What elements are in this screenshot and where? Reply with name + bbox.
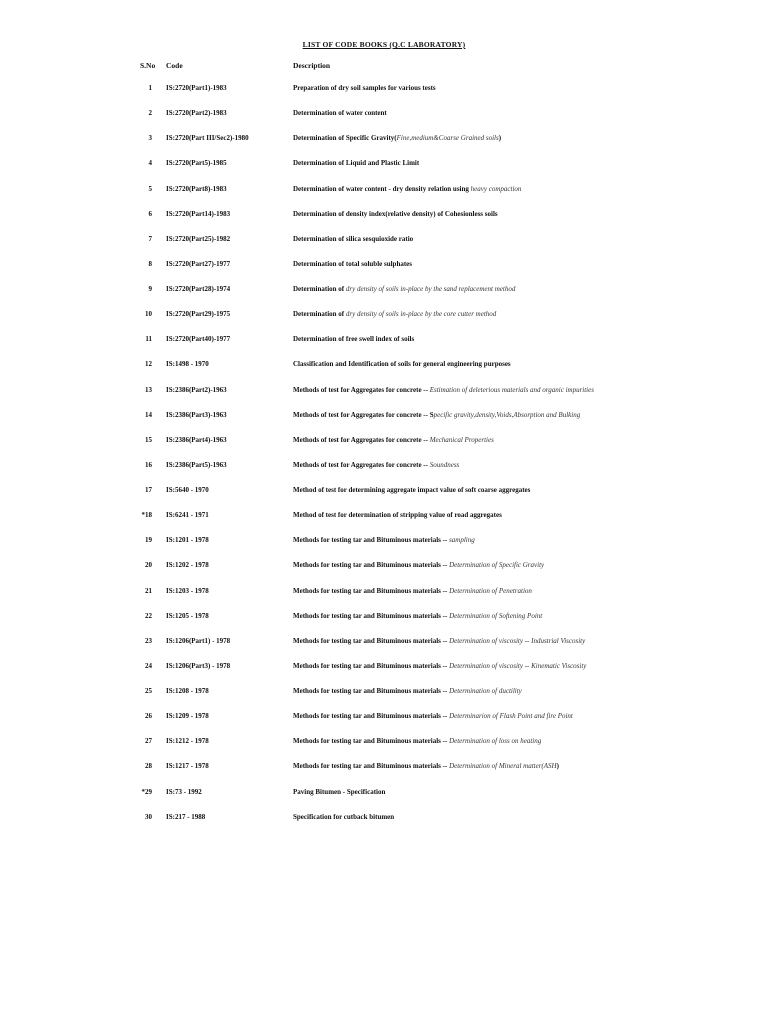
table-row <box>0 185 768 210</box>
row-desc-detail: Determination of viscosity -- Industrial Viscosity <box>449 636 586 645</box>
row-description <box>293 612 733 621</box>
row-description <box>293 436 733 445</box>
header-description: Description <box>293 61 331 70</box>
table-row <box>0 813 768 838</box>
header-code: Code <box>166 61 183 70</box>
table-row <box>0 486 768 511</box>
row-sno: 30 <box>145 812 152 821</box>
table-row <box>0 561 768 586</box>
row-description <box>293 84 733 93</box>
document-title: LIST OF CODE BOOKS (Q.C LABORATORY) <box>302 40 466 49</box>
row-code: IS:2720(Part27)-1977 <box>166 259 231 268</box>
row-desc-main: Methods for testing tar and Bituminous materials -- <box>293 611 450 620</box>
row-code: IS:2386(Part4)-1963 <box>166 435 227 444</box>
row-code: IS:2386(Part2)-1963 <box>166 385 227 394</box>
row-sno: 9 <box>148 285 152 293</box>
row-sno: 17 <box>145 486 152 494</box>
row-desc-detail: Mechanical Properties <box>429 435 494 444</box>
row-description <box>293 109 733 118</box>
row-desc-detail: Determinarion of Flash Point and fire Point <box>449 712 573 721</box>
row-sno: 5 <box>148 184 152 193</box>
row-desc-detail: Determination of Penetration <box>449 586 532 595</box>
row-description <box>293 637 733 646</box>
row-code: IS:2720(Part29)-1975 <box>166 310 231 319</box>
row-desc-main: Methods for testing tar and Bituminous materials -- <box>293 762 450 771</box>
row-desc-main: Determination of Liquid and Plastic Limit <box>293 159 420 168</box>
row-code: IS:2720(Part40)-1977 <box>166 335 231 344</box>
table-row <box>0 360 768 385</box>
row-code: IS:1203 - 1978 <box>166 586 209 595</box>
row-sno: 16 <box>145 460 152 469</box>
row-description <box>293 159 733 168</box>
row-desc-detail: Estimation of deleterious materials and organic impurities <box>429 385 594 394</box>
row-desc-main: Method of test for determination of stripping value of road aggregates <box>293 511 502 520</box>
table-row <box>0 737 768 762</box>
row-code: IS:2386(Part5)-1963 <box>166 460 227 469</box>
row-sno: 2 <box>148 109 152 118</box>
row-desc-main: Determination of silica sesquioxide ratio <box>293 234 414 243</box>
row-desc-detail: dry density of soils in-place by the core cutter method <box>345 310 497 319</box>
row-description <box>293 235 733 244</box>
row-desc-main: Methods for testing tar and Bituminous materials -- <box>293 661 450 670</box>
row-description <box>293 687 733 696</box>
row-desc-main: Determination of <box>293 285 346 293</box>
row-code: IS:1212 - 1978 <box>166 737 209 746</box>
row-description <box>293 662 733 671</box>
row-desc-main: Determination of water content <box>293 109 387 118</box>
row-desc-main: Paving Bitumen - Specification <box>293 787 386 796</box>
row-desc-detail: heavy compaction <box>470 184 522 193</box>
table-row <box>0 762 768 787</box>
row-desc-main: Classification and Identification of soils for general engineering purposes <box>293 360 511 369</box>
row-description <box>293 813 733 822</box>
row-desc-tail: ) <box>498 134 502 143</box>
row-sno: *29 <box>141 787 152 796</box>
row-desc-main: Methods for testing tar and Bituminous materials -- <box>293 737 450 746</box>
row-desc-main: Determination of water content - dry density relation using <box>293 184 471 193</box>
row-sno: 25 <box>145 687 152 695</box>
row-code: IS:73 - 1992 <box>166 787 202 796</box>
row-code: IS:1217 - 1978 <box>166 762 209 771</box>
row-desc-main: Methods of test for Aggregates for concrete -- S <box>293 410 434 419</box>
row-description <box>293 411 733 420</box>
row-sno: 21 <box>145 586 152 595</box>
row-description <box>293 386 733 395</box>
row-description <box>293 712 733 721</box>
row-description <box>293 762 733 771</box>
row-description <box>293 788 733 797</box>
row-description <box>293 360 733 369</box>
row-sno: 27 <box>145 737 152 746</box>
row-description <box>293 587 733 596</box>
row-sno: 10 <box>145 310 152 319</box>
row-desc-detail: Determination of ductility <box>449 687 522 695</box>
row-sno: 19 <box>145 536 152 545</box>
row-sno: 22 <box>145 611 152 620</box>
table-row <box>0 587 768 612</box>
row-desc-main: Preparation of dry soil samples for various tests <box>293 84 436 92</box>
header-sno: S.No <box>140 61 156 70</box>
row-desc-main: Determination of density index(relative density) of Cohesionless soils <box>293 209 498 218</box>
row-code: IS:2720(Part14)-1983 <box>166 209 231 218</box>
row-sno: *18 <box>141 511 152 520</box>
row-description <box>293 185 733 194</box>
row-desc-main: Specification for cutback bitumen <box>293 812 395 821</box>
row-desc-detail: Fine,medium&Coarse Grained soils <box>396 134 499 143</box>
table-row <box>0 411 768 436</box>
row-desc-detail: pecific gravity,density,Voids,Absorption and Bulking <box>433 410 581 419</box>
row-sno: 6 <box>148 209 152 218</box>
row-description <box>293 285 733 294</box>
row-desc-detail: dry density of soils in-place by the sand replacement method <box>345 285 516 293</box>
row-desc-main: Determination of <box>293 310 346 319</box>
table-row <box>0 536 768 561</box>
code-book-list <box>0 84 768 838</box>
table-row <box>0 461 768 486</box>
row-desc-main: Determination of total soluble sulphates <box>293 259 412 268</box>
row-code: IS:2720(Part25)-1982 <box>166 234 231 243</box>
table-row <box>0 285 768 310</box>
row-description <box>293 310 733 319</box>
row-description <box>293 511 733 520</box>
row-sno: 20 <box>145 561 152 570</box>
table-row <box>0 788 768 813</box>
row-desc-main: Methods for testing tar and Bituminous materials -- <box>293 586 450 595</box>
row-description <box>293 260 733 269</box>
row-desc-detail: Determination of Specific Gravity <box>449 561 545 570</box>
row-desc-detail: Determination of Mineral matter(ASH <box>449 762 557 771</box>
row-code: IS:1202 - 1978 <box>166 561 209 570</box>
row-sno: 12 <box>145 360 152 369</box>
row-description <box>293 737 733 746</box>
row-sno: 1 <box>148 84 152 92</box>
row-desc-main: Method of test for determining aggregate impact value of soft coarse aggregates <box>293 486 531 494</box>
row-code: IS:2720(Part1)-1983 <box>166 84 227 92</box>
row-description <box>293 536 733 545</box>
table-row <box>0 436 768 461</box>
row-code: IS:1201 - 1978 <box>166 536 209 545</box>
row-code: IS:1206(Part3) - 1978 <box>166 661 231 670</box>
row-sno: 13 <box>145 385 152 394</box>
row-sno: 7 <box>148 234 152 243</box>
table-row <box>0 612 768 637</box>
row-sno: 4 <box>148 159 152 168</box>
table-row <box>0 210 768 235</box>
row-desc-main: Methods for testing tar and Bituminous materials -- <box>293 536 450 545</box>
row-desc-detail: Determination of viscosity -- Kinematic Viscosity <box>449 661 587 670</box>
table-row <box>0 511 768 536</box>
row-code: IS:5640 - 1970 <box>166 486 209 494</box>
row-code: IS:1206(Part1) - 1978 <box>166 636 231 645</box>
table-row <box>0 637 768 662</box>
row-description <box>293 486 733 495</box>
table-row <box>0 235 768 260</box>
row-sno: 8 <box>148 259 152 268</box>
table-row <box>0 386 768 411</box>
row-code: IS:2720(Part III/Sec2)-1980 <box>166 134 249 143</box>
row-code: IS:2720(Part5)-1985 <box>166 159 227 168</box>
row-code: IS:2386(Part3)-1963 <box>166 410 227 419</box>
row-code: IS:1209 - 1978 <box>166 712 209 721</box>
row-code: IS:1498 - 1970 <box>166 360 209 369</box>
row-desc-main: Methods for testing tar and Bituminous materials -- <box>293 687 450 695</box>
row-description <box>293 210 733 219</box>
row-desc-main: Methods of test for Aggregates for concrete -- <box>293 385 430 394</box>
row-desc-detail: Determination of loss on heating <box>449 737 542 746</box>
row-sno: 14 <box>145 410 152 419</box>
table-row <box>0 310 768 335</box>
row-desc-main: Determination of Specific Gravity( <box>293 134 397 143</box>
table-row <box>0 687 768 712</box>
row-code: IS:2720(Part2)-1983 <box>166 109 227 118</box>
row-sno: 24 <box>145 661 152 670</box>
row-desc-detail: Soundness <box>429 460 460 469</box>
row-desc-main: Methods for testing tar and Bituminous materials -- <box>293 712 450 721</box>
table-row <box>0 84 768 109</box>
table-row <box>0 335 768 360</box>
row-code: IS:2720(Part28)-1974 <box>166 285 231 293</box>
row-desc-main: Methods for testing tar and Bituminous materials -- <box>293 561 450 570</box>
row-desc-main: Methods for testing tar and Bituminous materials -- <box>293 636 450 645</box>
row-code: IS:1208 - 1978 <box>166 687 209 695</box>
row-sno: 23 <box>145 636 152 645</box>
row-sno: 28 <box>145 762 152 771</box>
row-description <box>293 461 733 470</box>
table-row <box>0 260 768 285</box>
row-code: IS:2720(Part8)-1983 <box>166 184 227 193</box>
row-sno: 26 <box>145 712 152 721</box>
table-row <box>0 109 768 134</box>
row-desc-tail: ) <box>556 762 559 771</box>
row-code: IS:6241 - 1971 <box>166 511 209 520</box>
row-desc-detail: Determination of Softening Point <box>449 611 543 620</box>
row-desc-main: Methods of test for Aggregates for concrete -- <box>293 435 430 444</box>
row-desc-detail: sampling <box>449 536 475 545</box>
table-row <box>0 134 768 159</box>
row-code: IS:1205 - 1978 <box>166 611 209 620</box>
table-row <box>0 712 768 737</box>
row-sno: 3 <box>148 134 152 143</box>
table-row <box>0 159 768 184</box>
row-code: IS:217 - 1988 <box>166 812 206 821</box>
row-desc-main: Determination of free swell index of soils <box>293 335 415 344</box>
row-sno: 11 <box>145 335 152 344</box>
row-sno: 15 <box>145 435 152 444</box>
row-desc-main: Methods of test for Aggregates for concrete -- <box>293 460 430 469</box>
row-description <box>293 134 733 143</box>
row-description <box>293 561 733 570</box>
row-description <box>293 335 733 344</box>
table-row <box>0 662 768 687</box>
